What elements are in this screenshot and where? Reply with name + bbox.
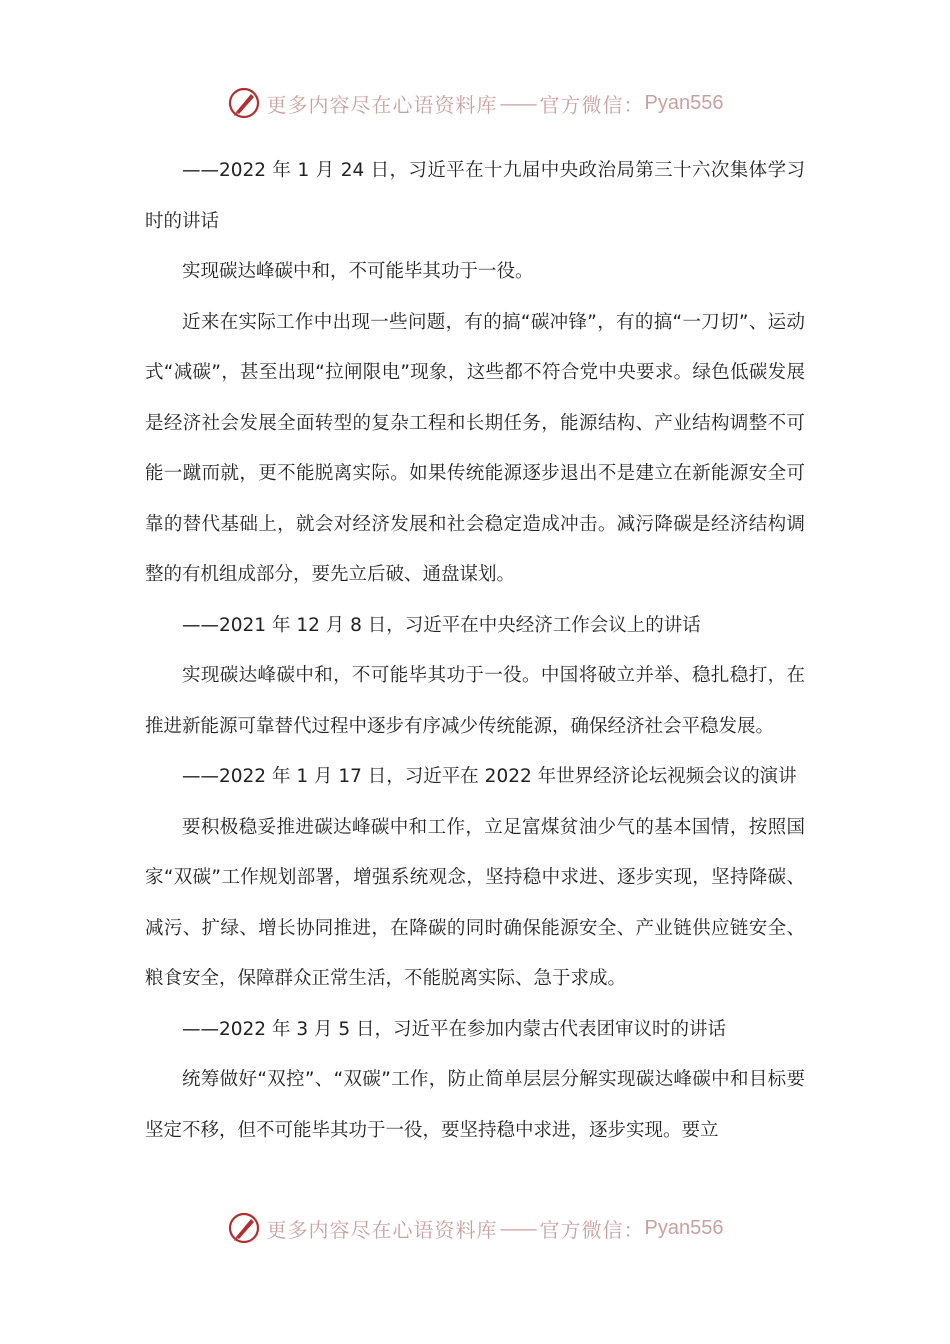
watermark-wechat-label: 官方微信： [539, 1217, 645, 1242]
footer-watermark [0, 1211, 950, 1245]
paragraph-source-2022-01-24: ——2022 年 1 月 24 日，习近平在十九届中央政治局第三十六次集体学习时的讲话 [145, 160, 805, 232]
paragraph-quote-4: 要积极稳妥推进碳达峰碳中和工作，立足富煤贫油少气的基本国情，按照国家“双碳”工作规划部署，增强系统观念，坚持稳中求进、逐步实现，坚持降碳、减污、扩绿、增长协同推进，在降碳的同时确保能源安全、产业链供应链安全、粮食安全，保障群众正常生活，不能脱离实际、急于求成。 [145, 816, 805, 989]
watermark-wechat-id: Pyan556 [644, 91, 724, 114]
paragraph-source-2022-03-05: ——2022 年 3 月 5 日，习近平在参加内蒙古代表团审议时的讲话 [182, 1018, 727, 1040]
watermark-separator: —— [499, 91, 536, 115]
paragraph-quote-2: 近来在实际工作中出现一些问题，有的搞“碳冲锋”，有的搞“一刀切”、运动式“减碳”，甚至出现“拉闸限电”现象，这些都不符合党中央要求。绿色低碳发展是经济社会发展全面转型的复杂工程和长期任务，能源结构、产业结构调整不可能一蹴而就，更不能脱离实际。如果传统能源逐步退出不是建立在新能源安全可靠的替代基础上，就会对经济发展和社会稳定造成冲击。减污降碳是经济结构调整的有机组成部分，要先立后破、通盘谋划。 [145, 311, 805, 585]
document-body [145, 146, 805, 1156]
watermark-separator: —— [499, 1216, 536, 1240]
watermark-wechat-id: Pyan556 [644, 1216, 724, 1239]
paragraph-source-2021-12-08: ——2021 年 12 月 8 日，习近平在中央经济工作会议上的讲话 [182, 614, 701, 636]
paragraph-source-2022-01-17: ——2022 年 1 月 17 日，习近平在 2022 年世界经济论坛视频会议的演讲 [182, 766, 797, 787]
watermark-site-text: 更多内容尽在心语资料库 [266, 92, 498, 117]
paragraph-quote-1: 实现碳达峰碳中和，不可能毕其功于一役。 [182, 261, 534, 282]
quill-pen-logo-icon [227, 1211, 261, 1245]
header-watermark [0, 86, 950, 120]
quill-pen-logo-icon [227, 86, 261, 120]
paragraph-quote-5: 统筹做好“双控”、“双碳”工作，防止简单层层分解实现碳达峰碳中和目标要坚定不移，但不可能毕其功于一役，要坚持稳中求进，逐步实现。要立 [145, 1069, 805, 1141]
watermark-wechat-label: 官方微信： [539, 92, 645, 117]
watermark-site-text: 更多内容尽在心语资料库 [266, 1217, 498, 1242]
paragraph-quote-3: 实现碳达峰碳中和，不可能毕其功于一役。中国将破立并举、稳扎稳打，在推进新能源可靠替代过程中逐步有序减少传统能源，确保经济社会平稳发展。 [145, 665, 805, 737]
